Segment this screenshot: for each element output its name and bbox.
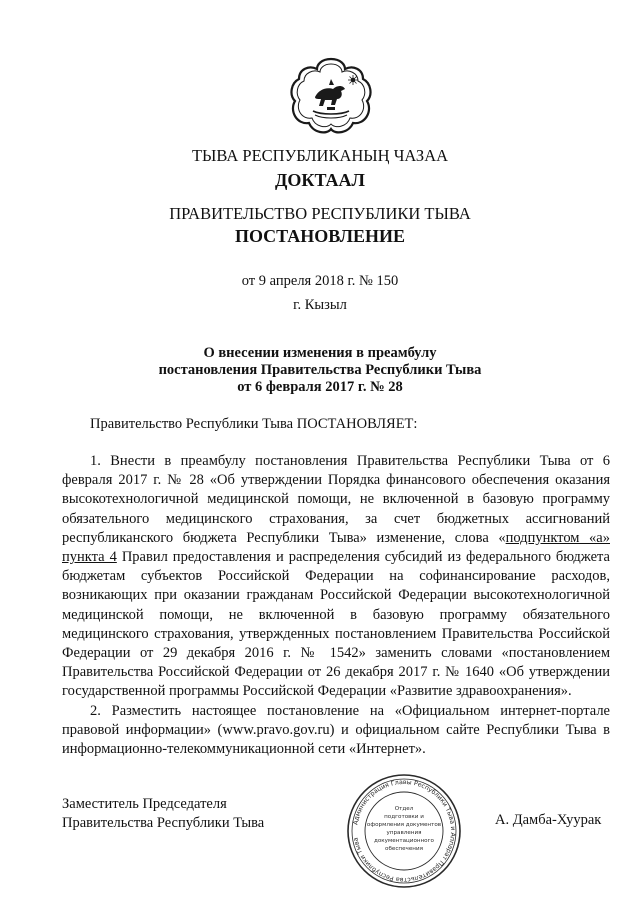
stamp-center-line: Отдел bbox=[394, 806, 414, 812]
document-date-number: от 9 апреля 2018 г. № 150 bbox=[241, 273, 399, 289]
resolves-text: Правительство Республики Тыва ПОСТАНОВЛЯЕТ: bbox=[90, 416, 418, 432]
header-tyva-government-name: ТЫВА РЕСПУБЛИКАНЫҢ ЧАЗАА bbox=[191, 146, 449, 165]
clause-1 bbox=[62, 452, 610, 702]
stamp-center-line: управления bbox=[386, 830, 422, 836]
official-stamp bbox=[345, 772, 463, 890]
title-line: постановления Правительства Республики Тыва bbox=[158, 362, 482, 378]
signatory-position-line: Правительства Республики Тыва bbox=[62, 815, 265, 831]
stamp-center-line: обеспечения bbox=[385, 846, 423, 852]
header-russian-act-type: ПОСТАНОВЛЕНИЕ bbox=[234, 226, 406, 246]
stamp-center-line: документационного bbox=[374, 838, 434, 844]
document-body bbox=[62, 452, 610, 759]
signatory-name: А. Дамба-Хуурак bbox=[495, 812, 602, 828]
title-line: О внесении изменения в преамбулу bbox=[203, 345, 437, 361]
resolves-paragraph bbox=[62, 415, 610, 434]
stamp-center-line: подготовки и bbox=[384, 814, 424, 820]
document-city: г. Кызыл bbox=[293, 297, 347, 313]
tuva-coat-of-arms-icon bbox=[287, 55, 375, 135]
stamp-ring-text: Администрация Главы Республики Тыва и Аппарат Правительства Республики Тыва bbox=[352, 778, 457, 884]
legal-reference-link[interactable]: подпунктом «а» пункта 4 bbox=[62, 529, 610, 566]
header-russian-government-name: ПРАВИТЕЛЬСТВО РЕСПУБЛИКИ ТЫВА bbox=[169, 204, 471, 223]
document-title bbox=[0, 345, 640, 396]
clause-1-text-a: 1. Внести в преамбулу постановления Правительства Республики Тыва от 6 февраля 2017 г. № 28 «Об утверждении Порядка финансового обеспечения оказания высокотехнологичной медицинской помощи, не включенной в базовую программу обязательного медицинского страхования, за счет бюджетных ассигнований республиканского бюджета Республики Тыва» изменение, слова « bbox=[62, 453, 610, 546]
signatory-position-line: Заместитель Председателя bbox=[62, 796, 227, 812]
signatory-position bbox=[62, 795, 264, 833]
clause-2: 2. Разместить настоящее постановление на «Официальном интернет-портале правовой информации» (www.pravo.gov.ru) и официальном сайте Республики Тыва в информационно-телекоммуникационной сети «Интернет». bbox=[62, 702, 610, 758]
title-line: от 6 февраля 2017 г. № 28 bbox=[237, 379, 403, 395]
clause-1-text-b: Правил предоставления и распределения субсидий из федерального бюджета бюджетам субъектов Российской Федерации на софинансирование расходов, возникающих при оказании гражданам Российской Федерации высокотехнологичной медицинской помощи, не включенной в базовую программу обязательного медицинского страхования, утвержденных постановлением Правительства Российской Федерации от 29 декабря 2016 г. № 1542» заменить словами «постановлением Правительства Российской Федерации от 26 декабря 2017 г. № 1640 «Об утверждении государственной программы Российской Федерации «Развитие здравоохранения». bbox=[62, 549, 610, 700]
header-tyva-act-type: ДОКТААЛ bbox=[275, 170, 365, 190]
stamp-center-line: оформления документов bbox=[366, 822, 442, 828]
